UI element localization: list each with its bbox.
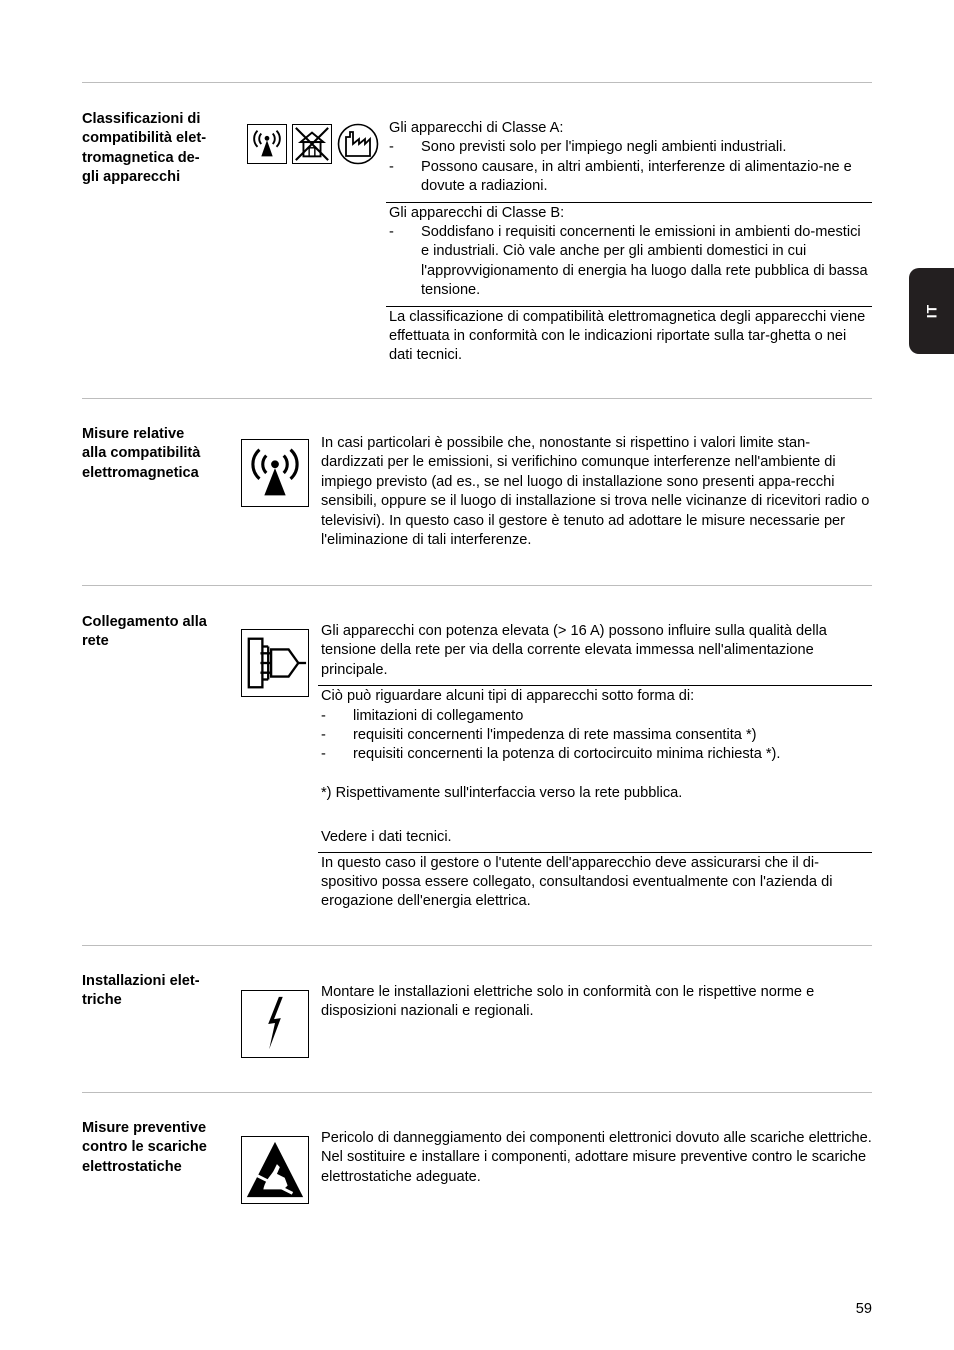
grid-content bbox=[318, 622, 872, 912]
emc-class-content bbox=[386, 119, 872, 366]
section-heading-electrical: Installazioni elet- triche bbox=[82, 973, 200, 1009]
radiation-warning-icon bbox=[247, 124, 287, 164]
section-divider bbox=[82, 1092, 872, 1093]
electrical-content bbox=[318, 983, 872, 1022]
emc-measures-content bbox=[318, 434, 872, 550]
emc-measures-text: In casi particolari è possibile che, nonostante si rispettino i valori limite stan-dardizzati per le emissioni, si verifichino comunque interferenze nell'ambiente di impiego previsto (ad es., se nel luogo di installazione sono presenti appa-recchi sensibili, oppure se il luogo di installazione si trova nelle vicinanze di ricevitori radio o televisivi). In questo caso il gestore è tenuto ad adottare le misure necessarie per l'eliminazione di tali interferenze. bbox=[321, 435, 870, 549]
language-tab-label: IT bbox=[922, 303, 939, 319]
class-a-intro: Gli apparecchi di Classe A: bbox=[389, 120, 564, 136]
list-item: - requisiti concernenti l'impedenza di rete massima consentita *) bbox=[321, 727, 757, 744]
grid-paragraph-2: In questo caso il gestore o l'utente dell'apparecchio deve assicurarsi che il di-spositivo possa essere collegato, consultandosi eventualmente con l'azienda di erogazione dell'energia elettrica. bbox=[321, 854, 833, 910]
industrial-building-icon bbox=[337, 123, 379, 165]
grid-see-technical-data: Vedere i dati tecnici. bbox=[321, 829, 452, 846]
list-item: - Sono previsti solo per l'impiego negli ambienti industriali. bbox=[389, 139, 787, 156]
section-heading-emc-class: Classificazioni di compatibilità elet- tromagnetica de- gli apparecchi bbox=[82, 111, 207, 186]
esd-content bbox=[318, 1129, 872, 1187]
section-heading-emc-measures: Misure relative alla compatibilità elettromagnetica bbox=[82, 426, 201, 481]
electrical-text: Montare le installazioni elettriche solo in conformità con le rispettive norme e disposizioni nazionali e regionali. bbox=[321, 984, 815, 1020]
section-divider bbox=[82, 585, 872, 586]
list-item: - limitazioni di collegamento bbox=[321, 707, 524, 724]
list-item: - Possono causare, in altri ambienti, interferenze di alimentazio-ne e dovute a radiazioni. bbox=[389, 158, 852, 195]
no-residential-icon bbox=[292, 124, 332, 164]
class-b-intro: Gli apparecchi di Classe B: bbox=[389, 204, 565, 221]
section-heading-esd: Misure preventive contro le scariche elettrostatiche bbox=[82, 1120, 207, 1175]
section-divider bbox=[82, 945, 872, 946]
mains-plug-icon bbox=[241, 629, 309, 697]
section-divider bbox=[82, 398, 872, 399]
list-item: - requisiti concernenti la potenza di cortocircuito minima richiesta *). bbox=[321, 746, 781, 763]
high-voltage-icon bbox=[241, 990, 309, 1058]
radiation-warning-icon bbox=[241, 439, 309, 507]
grid-paragraph-1: Gli apparecchi con potenza elevata (> 16 A) possono influire sulla qualità della tensione della rete per via della corrente elevata immessa nell'alimentazione principale. bbox=[321, 623, 827, 678]
grid-intro: Ciò può riguardare alcuni tipi di apparecchi sotto forma di: bbox=[321, 688, 695, 705]
section-divider bbox=[82, 82, 872, 83]
list-item: - Soddisfano i requisiti concernenti le emissioni in ambienti do-mestici e industriali. Ciò vale anche per gli ambienti domestici in cui l'approvvigionamento di energia ha luogo dalla rete pubblica di bassa tensione. bbox=[389, 224, 868, 299]
page-number: 59 bbox=[855, 1301, 872, 1317]
esd-warning-icon bbox=[241, 1136, 309, 1204]
grid-footnote: *) Rispettivamente sull'interfaccia verso la rete pubblica. bbox=[321, 784, 683, 801]
section-heading-grid: Collegamento alla rete bbox=[82, 614, 207, 650]
emc-class-note: La classificazione di compatibilità elettromagnetica degli apparecchi viene effettuata in conformità con le indicazioni riportate sulla tar-ghetta o nei dati tecnici. bbox=[389, 308, 866, 364]
language-tab bbox=[909, 268, 954, 354]
esd-text: Pericolo di danneggiamento dei componenti elettronici dovuto alle scariche elettriche. Nel sostituire e installare i componenti, adottare misure preventive contro le scariche elettrostatiche adeguate. bbox=[321, 1130, 872, 1185]
